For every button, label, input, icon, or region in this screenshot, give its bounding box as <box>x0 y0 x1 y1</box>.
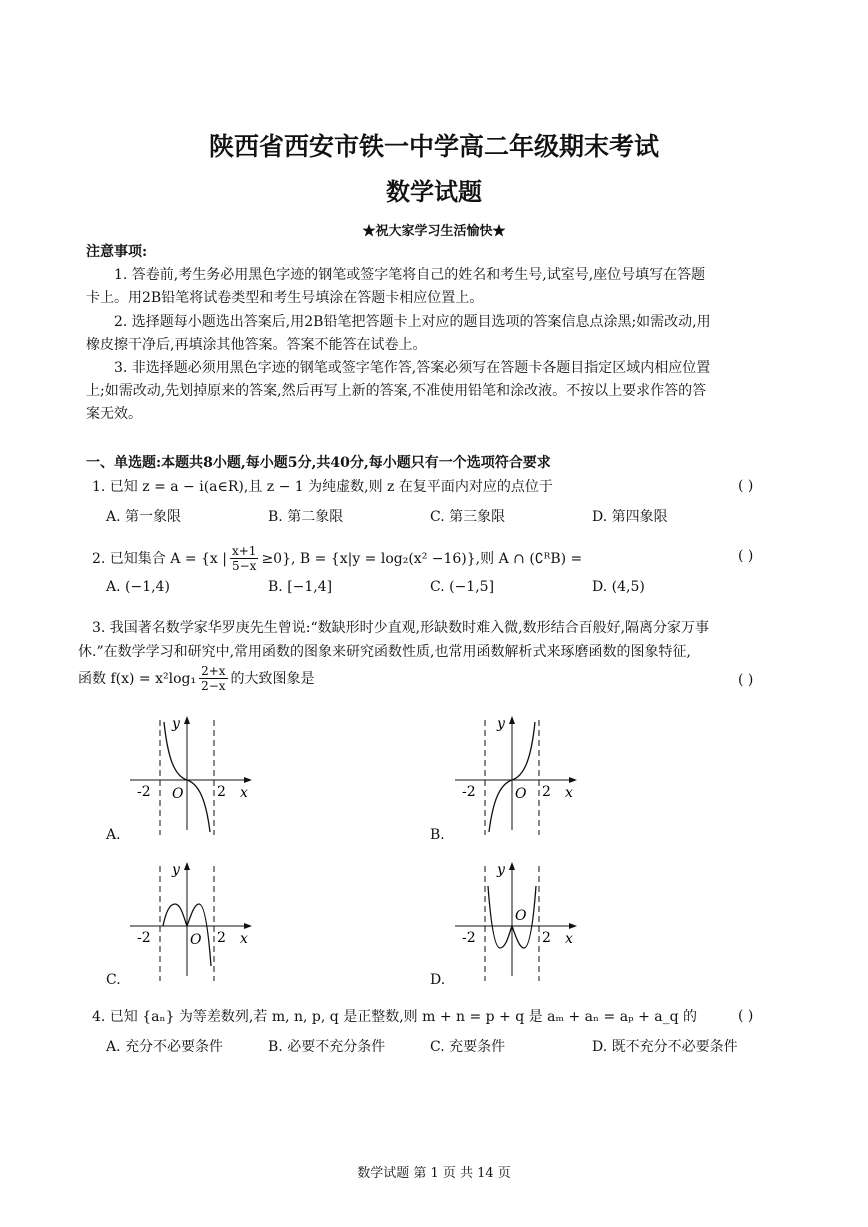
q1-option-a: A. 第一象限 <box>106 509 182 525</box>
notice-item-2-line2: 橡皮擦干净后,再填涂其他答案。答案不能答在试卷上。 <box>86 337 427 353</box>
graph-d-origin: O <box>515 908 527 924</box>
notice-heading: 注意事项: <box>86 244 148 260</box>
exam-title: 陕西省西安市铁一中学高二年级期末考试 <box>208 132 659 161</box>
q2-stem-prefix: 2. 已知集合 A = {x | <box>92 550 227 567</box>
q4-option-a: A. 充分不必要条件 <box>106 1039 224 1055</box>
graph-a <box>130 710 260 835</box>
graph-c-origin: O <box>190 932 202 948</box>
q3-answer-paren: ( ) <box>738 672 754 688</box>
graph-d-right-tick: 2 <box>542 930 551 946</box>
q2-fraction-denominator: 5−x <box>231 559 257 573</box>
graph-b-xlabel: x <box>565 785 573 801</box>
graph-d-ylabel: y <box>497 862 505 878</box>
graph-a-right-tick: 2 <box>217 784 226 800</box>
graph-a-xlabel: x <box>240 785 248 801</box>
graph-b <box>455 710 585 835</box>
graph-a-label: A. <box>106 827 121 843</box>
q4-option-c: C. 充要条件 <box>430 1039 506 1055</box>
graph-c <box>130 856 260 981</box>
exam-subtitle: 数学试题 <box>386 177 482 206</box>
q4-stem: 4. 已知 {aₙ} 为等差数列,若 m, n, p, q 是正整数,则 m + n = p + q 是 aₘ + aₙ = aₚ + a_q 的 <box>92 1009 698 1025</box>
graph-b-ylabel: y <box>497 716 505 732</box>
notice-item-1-line2: 卡上。用2B铅笔将试卷类型和考生号填涂在答题卡相应位置上。 <box>86 290 484 306</box>
q3-line3 <box>78 664 315 693</box>
graph-d-left-tick: -2 <box>462 930 476 946</box>
q3-fraction-numerator: 2+x <box>201 664 226 678</box>
q2-option-d: D. (4,5) <box>592 579 645 595</box>
graph-c-ylabel: y <box>172 862 180 878</box>
q2-option-b: B. [−1,4] <box>268 579 333 595</box>
q2-answer-paren: ( ) <box>738 548 754 564</box>
q2-option-c: C. (−1,5] <box>430 579 495 595</box>
q3-line1: 3. 我国著名数学家华罗庚先生曾说:“数缺形时少直观,形缺数时难入微,数形结合百般好,隔离分家万事 <box>92 620 710 636</box>
q2-stem-suffix: ≥0}, B = {x|y = log₂(x² −16)},则 A ∩ (∁ᴿB) = <box>261 550 583 567</box>
q2-fraction <box>230 544 258 573</box>
page-footer: 数学试题 第 1 页 共 14 页 <box>357 1166 511 1181</box>
q1-option-b: B. 第二象限 <box>268 509 344 525</box>
q2-fraction-numerator: x+1 <box>231 544 257 558</box>
graph-d <box>455 856 585 981</box>
graph-a-left-tick: -2 <box>137 784 151 800</box>
notice-item-3-line3: 案无效。 <box>86 406 142 422</box>
q3-line2: 休.”在数学学习和研究中,常用函数的图象来研究函数性质,也常用函数解析式来琢磨函数的图象特征, <box>78 644 691 660</box>
graph-c-left-tick: -2 <box>137 930 151 946</box>
q4-option-b: B. 必要不充分条件 <box>268 1039 386 1055</box>
greeting: ★祝大家学习生活愉快★ <box>362 224 506 239</box>
q3-line3-suffix: 的大致图象是 <box>230 670 315 687</box>
q4-option-d: D. 既不充分不必要条件 <box>592 1039 738 1055</box>
q1-option-d: D. 第四象限 <box>592 509 668 525</box>
graph-d-label: D. <box>430 972 446 988</box>
graph-c-right-tick: 2 <box>217 930 226 946</box>
section-heading: 一、单选题:本题共8小题,每小题5分,共40分,每小题只有一个选项符合要求 <box>86 455 551 471</box>
graph-b-origin: O <box>515 786 527 802</box>
q1-answer-paren: ( ) <box>738 478 754 494</box>
notice-item-2-line1: 2. 选择题每小题选出答案后,用2B铅笔把答题卡上对应的题目选项的答案信息点涂黑;如需改动,用 <box>114 314 711 330</box>
graph-b-right-tick: 2 <box>542 784 551 800</box>
graph-a-origin: O <box>172 786 184 802</box>
q3-line3-prefix: 函数 f(x) = x²log₁ <box>78 670 197 687</box>
notice-item-1-line1: 1. 答卷前,考生务必用黑色字迹的钢笔或签字笔将自己的姓名和考生号,试室号,座位号填写在答题 <box>114 267 706 283</box>
q4-answer-paren: ( ) <box>738 1008 754 1024</box>
q1-option-c: C. 第三象限 <box>430 509 506 525</box>
q3-fraction <box>199 664 227 693</box>
q2-stem <box>92 544 582 573</box>
graph-a-ylabel: y <box>172 716 180 732</box>
notice-item-3-line1: 3. 非选择题必须用黑色字迹的钢笔或签字笔作答,答案必须写在答题卡各题目指定区域内相应位置 <box>114 360 711 376</box>
q1-stem: 1. 已知 z = a − i(a∈R),且 z − 1 为纯虚数,则 z 在复平面内对应的点位于 <box>92 479 553 495</box>
q2-option-a: A. (−1,4) <box>106 579 170 595</box>
graph-d-xlabel: x <box>565 931 573 947</box>
graph-b-label: B. <box>430 827 445 843</box>
notice-item-3-line2: 上;如需改动,先划掉原来的答案,然后再写上新的答案,不准使用铅笔和涂改液。不按以上要求作答的答 <box>86 383 707 399</box>
graph-c-xlabel: x <box>240 931 248 947</box>
graph-c-label: C. <box>106 972 121 988</box>
q3-fraction-denominator: 2−x <box>201 679 226 693</box>
graph-b-left-tick: -2 <box>462 784 476 800</box>
